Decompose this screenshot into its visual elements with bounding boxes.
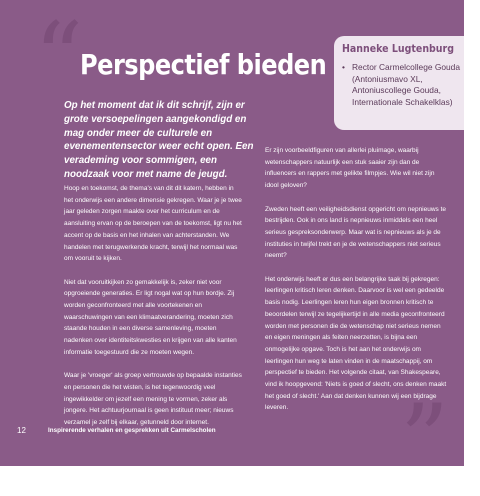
author-role-item: • Rector Carmelcollege Gouda (Antoniusmavo XL, Antoniuscollege Gouda, Internationale Schakelklas)	[342, 62, 466, 108]
author-role-list	[342, 62, 466, 108]
body-column-left	[64, 183, 244, 440]
body-paragraph: Waar je 'vroeger' als groep vertrouwde op bepaalde instanties en personen die het wisten, is het tegenwoordig veel ingewikkelder om jezelf een mening te vormen, zeker als jongere. Het achtuurjournaal is geen instituut meer; nieuws verzamel je zelf bij elkaar, getunneld door internet.	[64, 372, 242, 427]
page-title: Perspectief bieden	[80, 48, 327, 81]
body-paragraph: Er zijn voorbeeldfiguren van allerlei pluimage, waarbij wetenschappers natuurlijk een stuk saaier zijn dan de influencers en rappers met gelikte filmpjes. Wie wil niet zijn idool geloven?	[265, 147, 435, 190]
body-paragraph: Het onderwijs heeft er dus een belangrijke taak bij gekregen: leerlingen kritisch leren denken. Daarvoor is wel een gedeelde basis nodig. Leerlingen leren hun eigen bronnen kritisch te beoordelen terwijl ze tegelijkertijd in alle media geconfronteerd worden met personen die de wetenschap niet serieus nemen en eigen meningen als feiten neerzetten, is bijna een onmogelijke opgave. Toch is het aan het onderwijs om leerlingen hun weg te laten vinden in de maatschappij, om perspectief te bieden. Het volgende citaat, van Shakespeare, vind ik hoopgevend: 'Niets is goed of slecht, ons denken maakt het goed of slecht.' Aan dat denken kunnen wij een bijdrage leveren.	[265, 275, 447, 412]
body-paragraph: Hoop en toekomst, de thema's van dit dit katern, hebben in het onderwijs een andere dimensie gekregen. Waar je je twee jaar geleden zorgen maakte over het curriculum en de aansluiting ervan op de beroepen van de toekomst, ligt nu het accent op de basis en het inhalen van achterstanden. We handelen met terugwerkende kracht, terwijl het normaal was om vooruit te kijken.	[64, 185, 242, 263]
opening-quote-mark: “	[34, 2, 84, 114]
page-number: 12	[17, 426, 26, 435]
body-paragraph: Zweden heeft een veiligheidsdienst opgericht om nepnieuws te bestrijden. Ook in ons land is nepnieuws inmiddels een heel serieus gespreksonderwerp. Maar wat is nepnieuws als je de instituties in twijfel trekt en je de wetenschappers niet serieus neemt?	[265, 205, 447, 260]
footer-publication-title: Inspirerende verhalen en gesprekken uit Carmelscholen	[48, 427, 216, 434]
body-paragraph: Niet dat vooruitkijken zo gemakkelijk is, zeker niet voor opgroeiende generaties. Er ligt nogal wat op hun bordje. Zij worden geconfronteerd met alle voortekenen en waarschuwingen van een klimaatverandering, moeten zich staande houden in een diverse samenleving, moeten nadenken over identiteitskwesties en krijgen van alle kanten informatie toegestuurd die ze moeten wegen.	[64, 278, 237, 356]
body-column-right	[265, 145, 449, 426]
closing-quote-mark: ”	[400, 384, 450, 496]
author-name: Hanneke Lugtenburg	[342, 43, 454, 55]
lead-paragraph: Op het moment dat ik dit schrijf, zijn er grote versoepelingen aangekondigd en mag onder meer de culturele en evenementensector weer echt open. Een verademing voor sommigen, een noodzaak voor met name de jeugd.	[64, 100, 254, 180]
